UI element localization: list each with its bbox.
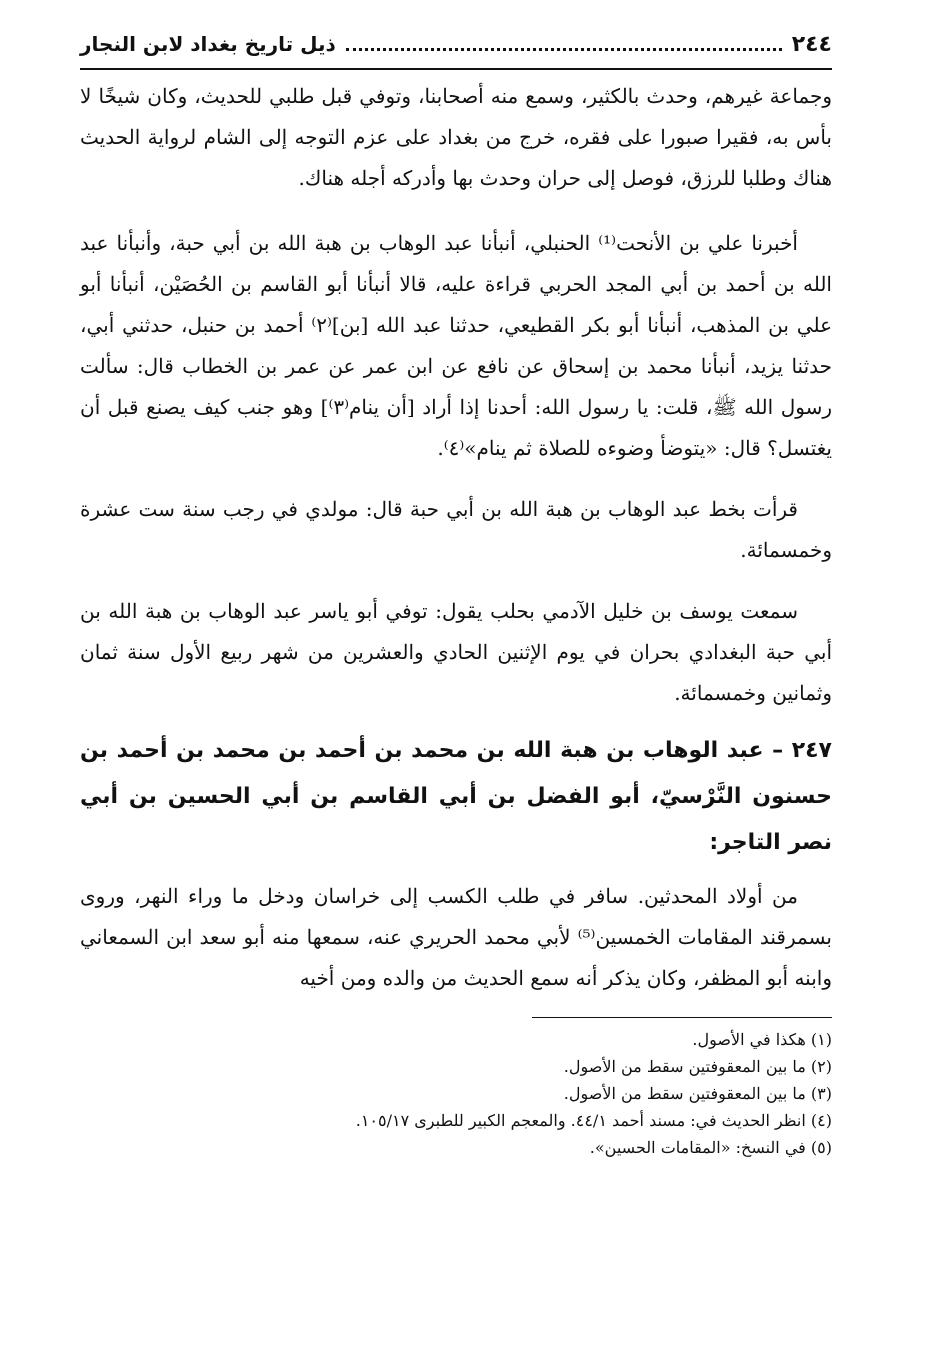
footnote-item: (٤) انظر الحديث في: مسند أحمد ٤٤/١. والمعجم الكبير للطبرى ١٠٥/١٧.: [355, 1111, 832, 1130]
footnote-item: (٣) ما بين المعقوفتين سقط من الأصول.: [563, 1084, 832, 1103]
running-header: [80, 32, 832, 70]
book-title: ذيل تاريخ بغداد لابن النجار: [80, 32, 336, 56]
paragraph-continuation: وجماعة غيرهم، وحدث بالكثير، وسمع منه أصحابنا، وتوفي قبل طلبي للحديث، وكان شيخًا لا بأس به، فقيرا صبورا على فقره، خرج من بغداد على عزم التوجه إلى الشام لرواية الحديث هناك وطلبا للرزق، فوصل إلى حران وحدث بها وأدركه أجله هناك.: [80, 84, 832, 190]
paragraph-hadith-isnad: أخبرنا علي بن الأنحت⁽¹⁾ الحنبلي، أنبأنا عبد الوهاب بن هبة الله بن أبي حبة، وأنبأنا عبد الله بن أحمد بن أبي المجد الحربي قراءة عليه، قالا أنبأنا أبو القاسم بن الحُصَيْن، أنبأنا أبو علي بن المذهب، أنبأنا أبو بكر القطيعي، حدثنا عبد الله [بن]⁽٢⁾ أحمد بن حنبل، حدثني أبي، حدثنا يزيد، أنبأنا محمد بن إسحاق عن نافع عن ابن عمر عن عمر بن الخطاب قال: سألت رسول الله ﷺ، قلت: يا رسول الله: أحدنا إذا أراد [أن ينام⁽٣⁾] وهو جنب كيف يصنع قبل أن يغتسل؟ قال: «يتوضأ وضوءه للصلاة ثم ينام»⁽٤⁾.: [80, 231, 833, 460]
paragraph-birth-note: قرأت بخط عبد الوهاب بن هبة الله بن أبي حبة قال: مولدي في رجب سنة ست عشرة وخمسمائة.: [80, 497, 832, 562]
footnote-item: (٥) في النسخ: «المقامات الحسين».: [589, 1138, 832, 1157]
footnotes: [80, 1026, 832, 1161]
biography-entry-heading: ٢٤٧ – عبد الوهاب بن هبة الله بن محمد بن أحمد بن محمد بن أحمد بن حسنون النَّرْسيّ، أبو الفضل بن أبي القاسم بن أبي الحسين بن أبي نصر التاجر:: [80, 738, 832, 855]
header-leader-dots: [346, 36, 782, 51]
page-number: ٢٤٤: [791, 32, 832, 57]
footnote-separator: [532, 1017, 832, 1018]
paragraph-entry-body: من أولاد المحدثين. سافر في طلب الكسب إلى خراسان ودخل ما وراء النهر، وروى بسمرقند المقامات الخمسين⁽⁵⁾ لأبي محمد الحريري عنه، سمعها منه أبو سعد ابن السمعاني وابنه أبو المظفر، وكان يذكر أنه سمع الحديث من والده ومن أخيه: [80, 884, 832, 990]
document-page: [80, 32, 832, 1161]
footnote-item: (٢) ما بين المعقوفتين سقط من الأصول.: [563, 1057, 832, 1076]
paragraph-death-note: سمعت يوسف بن خليل الآدمي بحلب يقول: توفي أبو ياسر عبد الوهاب بن هبة الله بن أبي حبة البغدادي بحران في يوم الإثنين الحادي والعشرين من شهر ربيع الأول سنة ثمان وثمانين وخمسمائة.: [80, 599, 832, 705]
footnote-item: (١) هكذا في الأصول.: [692, 1030, 832, 1049]
